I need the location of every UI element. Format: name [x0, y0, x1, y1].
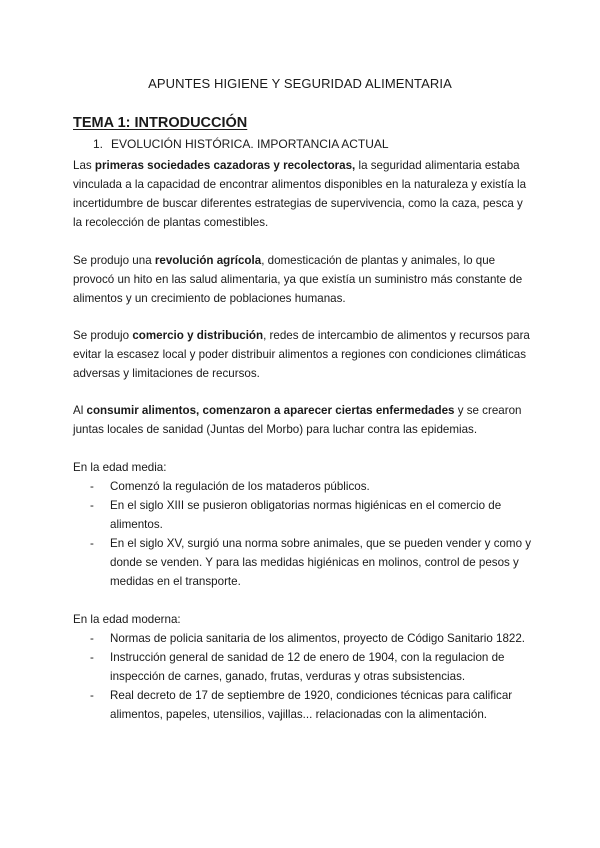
text-run: Se produjo una — [73, 254, 155, 267]
dash-marker: - — [90, 480, 94, 493]
text-run: , domesticación de plantas y animales, lo que provocó un hito en las salud alimentaria, ya que existía un suministro más constante de alimentos y un crecimiento de poblaciones humanas. — [73, 254, 523, 305]
document-title: APUNTES HIGIENE Y SEGURIDAD ALIMENTARIA — [148, 76, 452, 91]
dash-marker: - — [90, 689, 94, 702]
text-run: Al — [73, 404, 87, 417]
edad-media-list — [73, 477, 533, 591]
list-item-text: Real decreto de 17 de septiembre de 1920, condiciones técnicas para calificar alimentos, papeles, utensilios, vajillas... relacionadas con la alimentación. — [110, 689, 513, 721]
edad-moderna-list — [73, 629, 533, 724]
bold-text: primeras sociedades cazadoras y recolectoras, — [94, 159, 356, 172]
text-run: Las — [73, 159, 95, 172]
section-heading — [93, 137, 389, 151]
list-item-text: Normas de policia sanitaria de los alimentos, proyecto de Código Sanitario 1822. — [110, 632, 526, 645]
list-item — [73, 648, 533, 686]
dash-marker: - — [90, 632, 94, 645]
list-item — [73, 496, 533, 534]
dash-marker: - — [90, 651, 94, 664]
text-run: la seguridad alimentaria estaba vinculada a la capacidad de encontrar alimentos disponibles en la naturaleza y existía la incertidumbre de buscar diferentes estrategias de supervivencia, como la caza, pesca y la recolección de plantas comestibles. — [73, 159, 527, 229]
list-item-text: En el siglo XV, surgió una norma sobre animales, que se pueden vender y como y donde se venden. Y para las medidas higiénicas en molinos, control de pesos y medidas en el transporte. — [110, 537, 532, 588]
edad-media-heading: En la edad media: — [73, 461, 167, 474]
tema-heading: TEMA 1: INTRODUCCIÓN — [73, 115, 248, 131]
list-item — [73, 534, 533, 591]
paragraph-revolucion-agricola — [73, 251, 533, 308]
bold-text: consumir alimentos, comenzaron a aparecer ciertas enfermedades — [86, 404, 455, 417]
text-run: Se produjo — [73, 329, 133, 342]
paragraph-comercio-distribucion — [73, 326, 533, 383]
dash-marker: - — [90, 499, 94, 512]
list-item-text: Comenzó la regulación de los mataderos públicos. — [110, 480, 370, 493]
list-item — [73, 686, 533, 724]
list-item — [73, 629, 533, 648]
bold-text: revolución agrícola — [154, 254, 262, 267]
section-label: EVOLUCIÓN HISTÓRICA. IMPORTANCIA ACTUAL — [111, 137, 389, 151]
edad-moderna-heading: En la edad moderna: — [73, 613, 181, 626]
section-number: 1. — [93, 137, 104, 151]
list-item-text: En el siglo XIII se pusieron obligatorias normas higiénicas en el comercio de alimentos. — [110, 499, 502, 531]
bold-text: comercio y distribución — [132, 329, 264, 342]
list-item — [73, 477, 533, 496]
text-run: y se crearon juntas locales de sanidad (Juntas del Morbo) para luchar contra las epidemias. — [73, 404, 522, 436]
paragraph-primeras-sociedades — [73, 156, 533, 232]
dash-marker: - — [90, 537, 94, 550]
paragraph-enfermedades — [73, 401, 533, 439]
list-item-text: Instrucción general de sanidad de 12 de enero de 1904, con la regulacion de inspección de carnes, ganado, frutas, verduras y otras subsistencias. — [110, 651, 505, 683]
text-run: , redes de intercambio de alimentos y recursos para evitar la escasez local y poder distribuir alimentos a regiones con condiciones climáticas adversas y limitaciones de recursos. — [73, 329, 530, 380]
